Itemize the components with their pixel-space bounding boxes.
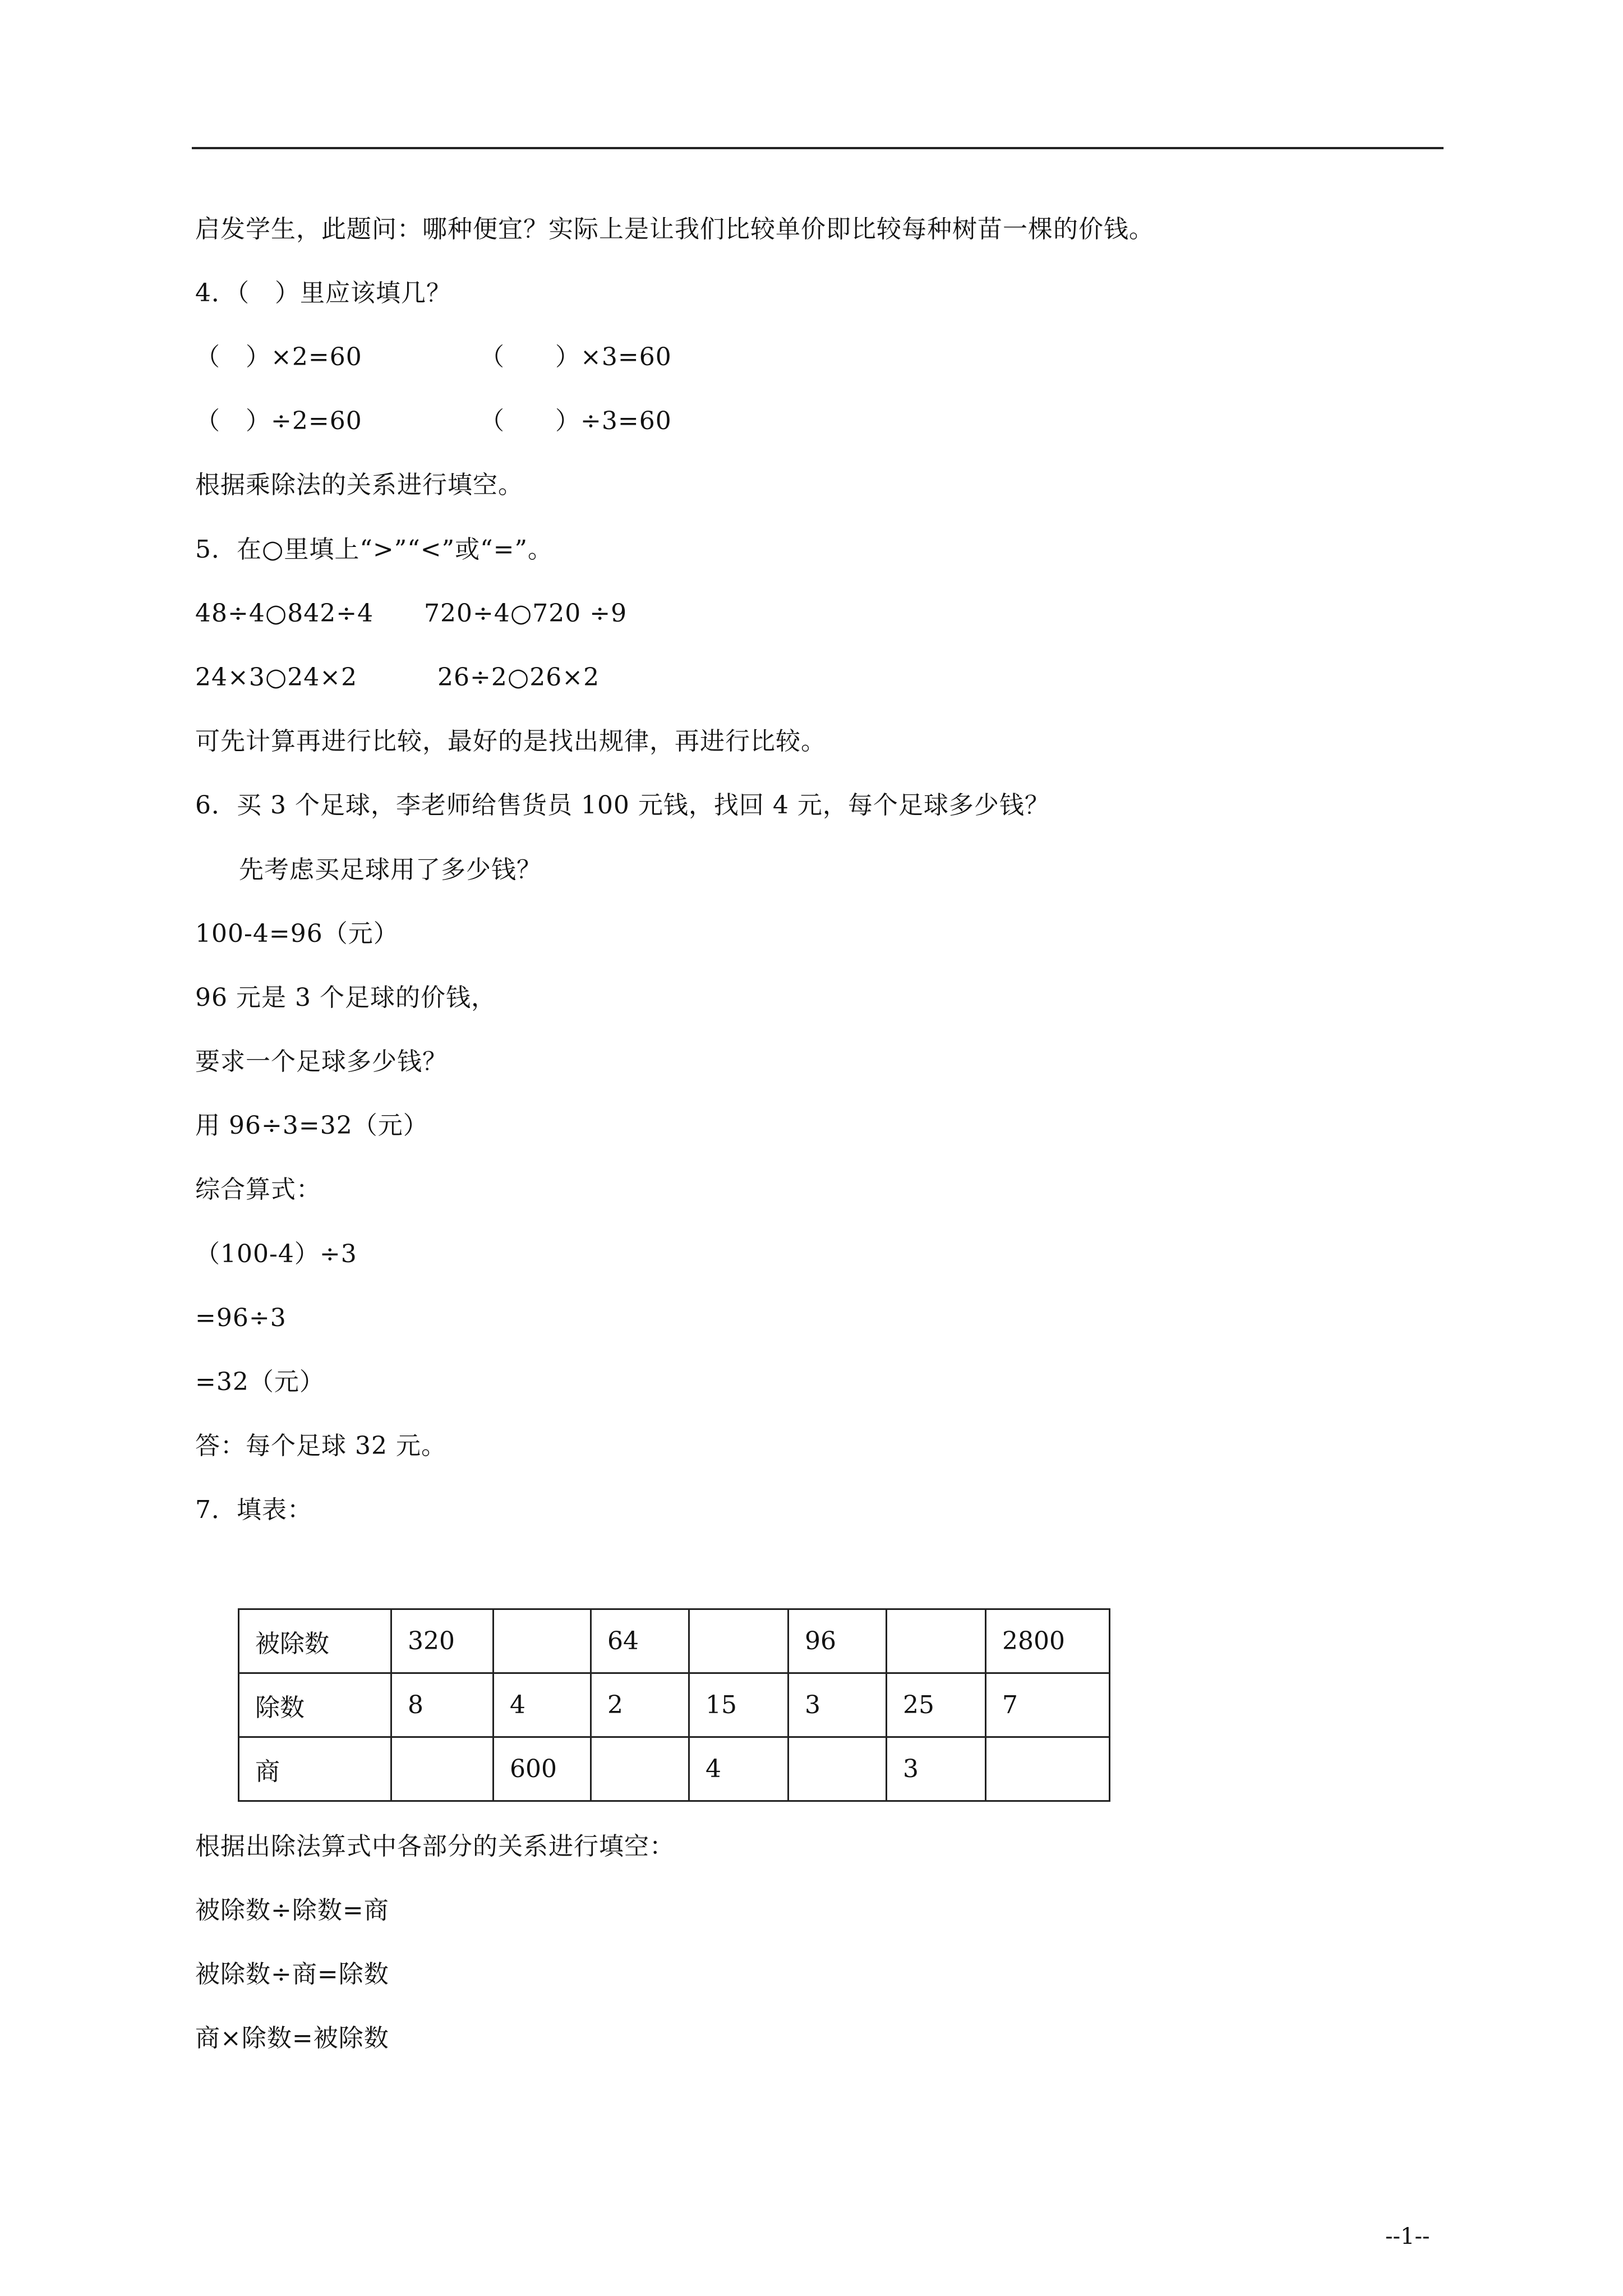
table-row-divisor <box>239 1673 1110 1737</box>
q5-note: 可先计算再进行比较，最好的是找出规律，再进行比较。 <box>195 727 826 756</box>
header-rule <box>192 147 1444 149</box>
table-cell: 8 <box>391 1673 494 1737</box>
q4-row1-a: （ ）×2=60 <box>195 343 362 371</box>
q6-step4: 用 96÷3=32（元） <box>195 1111 428 1140</box>
q6-step3: 要求一个足球多少钱？ <box>195 1047 448 1076</box>
table-cell: 被除数 <box>239 1609 391 1673</box>
table-cell: 15 <box>689 1673 789 1737</box>
table-cell: 7 <box>986 1673 1110 1737</box>
table-cell: 25 <box>887 1673 986 1737</box>
q7-note: 根据出除法算式中各部分的关系进行填空： <box>195 1832 675 1861</box>
q4-row2-a: （ ）÷2=60 <box>195 407 362 435</box>
table-cell <box>391 1737 494 1801</box>
q6-combined-label: 综合算式： <box>195 1175 321 1204</box>
q6-hint: 先考虑买足球用了多少钱？ <box>239 855 542 884</box>
q6-answer: 答：每个足球 32 元。 <box>195 1432 446 1460</box>
q5-title: 5．在○里填上“>”“<”或“=”。 <box>195 535 553 564</box>
table-cell <box>887 1609 986 1673</box>
q6-calc1: （100-4）÷3 <box>195 1240 357 1268</box>
table-cell: 3 <box>789 1673 887 1737</box>
table-cell: 2 <box>591 1673 689 1737</box>
q6-calc2: =96÷3 <box>195 1304 287 1332</box>
table-cell <box>591 1737 689 1801</box>
q7-rule3: 商×除数=被除数 <box>195 2024 389 2053</box>
table-cell: 商 <box>239 1737 391 1801</box>
table-cell: 4 <box>689 1737 789 1801</box>
q7-rule2: 被除数÷商=除数 <box>195 1960 389 1989</box>
q5-row1-a: 48÷4○842÷4 <box>195 599 374 628</box>
table-cell <box>689 1609 789 1673</box>
page-number: --1-- <box>1385 2224 1430 2249</box>
table-row-dividend <box>239 1609 1110 1673</box>
division-fill-table <box>238 1608 1110 1802</box>
table-cell: 4 <box>494 1673 591 1737</box>
intro-text: 启发学生，此题问：哪种便宜？实际上是让我们比较单价即比较每种树苗一棵的价钱。 <box>195 215 1154 243</box>
q6-step1: 100-4=96（元） <box>195 919 399 948</box>
q7-title: 7．填表： <box>195 1496 312 1524</box>
q5-row1-b: 720÷4○720 ÷9 <box>424 599 628 628</box>
q4-row2-b: （ ）÷3=60 <box>479 407 672 435</box>
table-cell: 除数 <box>239 1673 391 1737</box>
q4-title: 4．（ ）里应该填几？ <box>195 279 451 307</box>
q4-note: 根据乘除法的关系进行填空。 <box>195 471 523 499</box>
q6-calc3: =32（元） <box>195 1368 325 1396</box>
q6-title: 6．买 3 个足球，李老师给售货员 100 元钱，找回 4 元，每个足球多少钱？ <box>195 791 1050 820</box>
q5-row2-a: 24×3○24×2 <box>195 663 358 692</box>
table-cell: 96 <box>789 1609 887 1673</box>
table-row-quotient <box>239 1737 1110 1801</box>
q6-step2: 96 元是 3 个足球的价钱， <box>195 983 496 1012</box>
table-cell <box>986 1737 1110 1801</box>
table-cell: 3 <box>887 1737 986 1801</box>
table-cell <box>494 1609 591 1673</box>
table-cell: 600 <box>494 1737 591 1801</box>
q4-row1-b: （ ）×3=60 <box>479 343 672 371</box>
q7-rule1: 被除数÷除数=商 <box>195 1896 389 1925</box>
table-cell: 64 <box>591 1609 689 1673</box>
table-cell: 2800 <box>986 1609 1110 1673</box>
q5-row2-b: 26÷2○26×2 <box>437 663 600 692</box>
table-cell <box>789 1737 887 1801</box>
table-cell: 320 <box>391 1609 494 1673</box>
